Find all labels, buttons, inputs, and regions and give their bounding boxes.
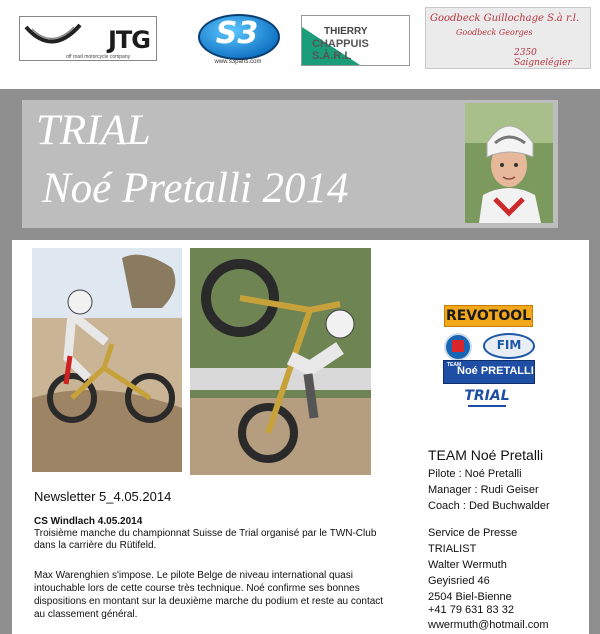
event-title: CS Windlach 4.05.2014 [34,516,143,527]
s3-name: S3 [215,16,259,51]
team-title: TEAM Noé Pretalli [428,447,544,463]
team-coach: Coach : Ded Buchwalder [428,500,550,512]
paragraph-2-line-1: Max Warenghien s'impose. Le pilote Belge de niveau international quasi [34,570,353,581]
paragraph-2-line-2: intouchable lors de cette course très technique. Noé confirme ses bonnes [34,583,360,594]
rider-on-bike-image-1 [32,248,182,472]
jtg-tagline: off road motorcycle company [66,54,131,60]
trial-photo-1 [32,248,182,472]
press-name: Walter Wermuth [428,559,507,571]
trial-photo-2 [190,248,371,475]
thierry-chappuis-logo [301,15,410,66]
header-title-line2: Noé Pretalli 2014 [42,165,349,212]
paragraph-1-line-2: dans la carrière du Rütifeld. [34,540,157,551]
jtg-logo [19,16,157,61]
team-badge-small-label: TEAM [447,362,462,368]
team-pilote: Pilote : Noé Pretalli [428,468,522,480]
s3-url: www.s3parts.com [214,59,262,65]
thierry-line1: THIERRY [324,26,368,37]
team-badge-logo [443,360,535,384]
press-email-link[interactable]: wwermuth@hotmail.com [428,619,549,631]
thierry-line2: CHAPPUIS S.À.R.L [312,38,369,62]
trial-logo [462,388,512,410]
press-city: 2504 Biel-Bienne [428,591,512,603]
revotool-logo [444,305,533,327]
rider-on-bike-image-2 [190,248,371,475]
s3-logo [190,12,286,70]
rider-portrait-icon [465,103,553,223]
header-title-line1: TRIAL [36,107,151,154]
guillochage-line1: Goodbeck Guillochage S.à r.l. [430,13,580,24]
paragraph-1-line-1: Troisième manche du championnat Suisse de Trial organisé par le TWN-Club [34,528,377,539]
team-badge-name: Noé PRETALLI [457,365,534,377]
press-title: Service de Presse [428,527,518,539]
trial-logo-text: TRIAL [464,388,510,404]
paragraph-2-line-4: au classement général. [34,609,138,620]
jtg-name: JTG [108,26,150,54]
team-manager: Manager : Rudi Geiser [428,484,539,496]
fim-logo [483,333,535,359]
newsletter-title: Newsletter 5_4.05.2014 [34,489,172,504]
swiss-federation-icon [444,333,472,361]
guillochage-line3: 2350 Saignelégier [514,48,572,68]
fim-name: FIM [496,338,522,352]
rider-portrait-image [465,103,553,223]
press-org: TRIALIST [428,543,477,555]
revotool-name: REVOTOOL [445,308,532,324]
guillochage-logo [425,7,591,69]
guillochage-line2: Goodbeck Georges [456,28,533,37]
press-phone: +41 79 631 83 32 [428,604,514,616]
jtg-swoosh-icon [24,19,84,59]
paragraph-2-line-3: dispositions en montant sur la deuxième marche du podium et reste au contact [34,596,384,607]
press-street: Geyisried 46 [428,575,490,587]
